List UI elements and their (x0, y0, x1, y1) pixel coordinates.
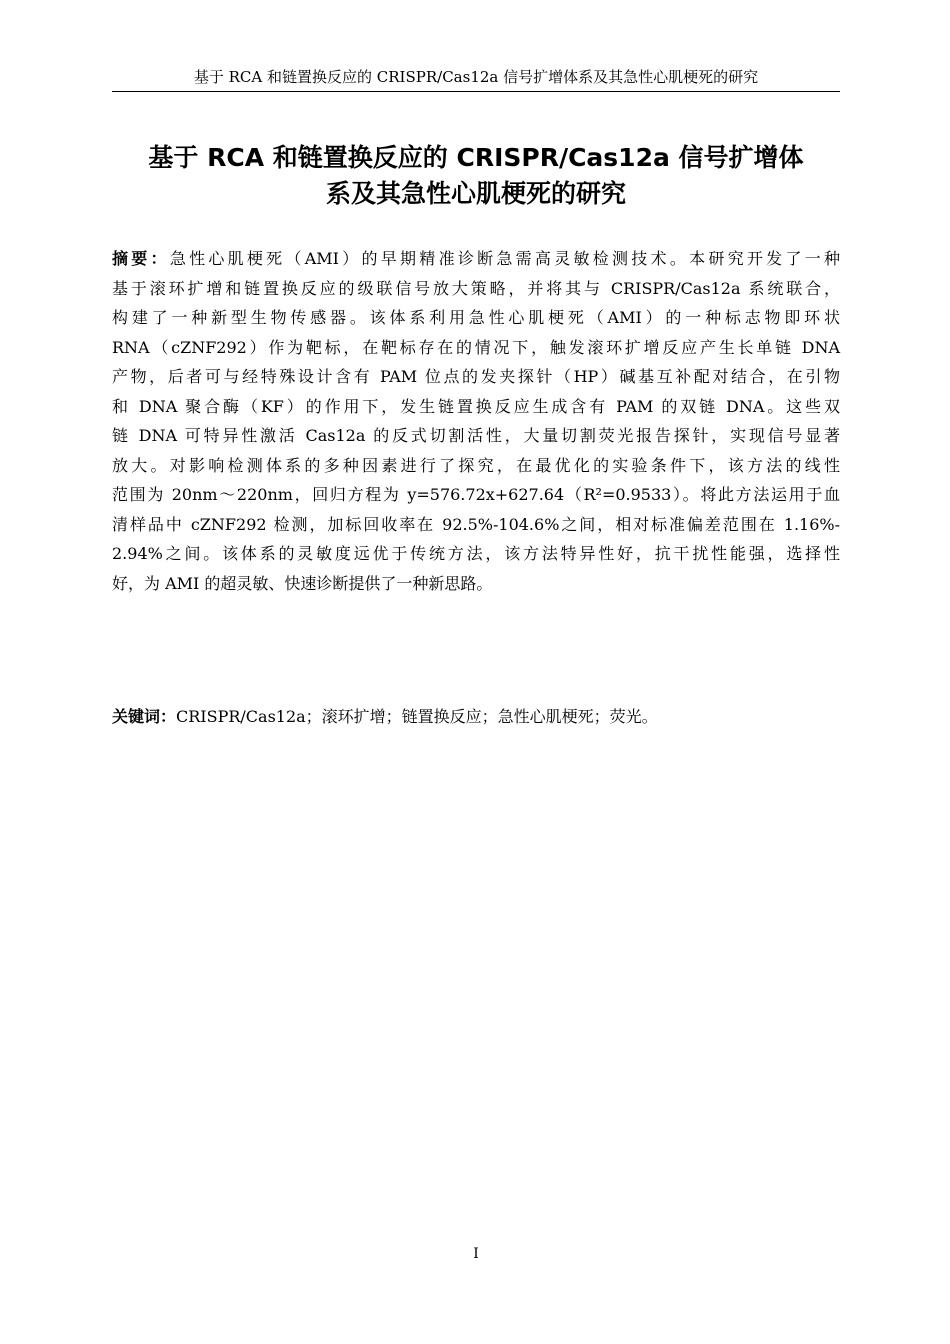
abstract-line-4: RNA（cZNF292）作为靶标，在靶标存在的情况下，触发滚环扩增反应产生长单链 DNA (112, 337, 840, 357)
abstract-line-3: 构建了一种新型生物传感器。该体系利用急性心肌梗死（AMI）的一种标志物即环状 (112, 308, 840, 327)
paper-title-line-1: 基于 RCA 和链置换反应的 CRISPR/Cas12a 信号扩增体 (148, 143, 804, 172)
paper-title (112, 140, 840, 212)
paper-title-line-2: 系及其急性心肌梗死的研究 (325, 179, 626, 208)
abstract-line-6: 和 DNA 聚合酶（KF）的作用下，发生链置换反应生成含有 PAM 的双链 DNA。这些双 (112, 396, 840, 416)
abstract-line-11: 2.94%之间。该体系的灵敏度远优于传统方法，该方法特异性好，抗干扰性能强，选择性 (112, 544, 840, 563)
keywords-label: 关键词： (112, 707, 177, 726)
keywords (112, 702, 840, 732)
running-header: 基于 RCA 和链置换反应的 CRISPR/Cas12a 信号扩增体系及其急性心肌梗死的研究 (193, 68, 759, 86)
keywords-text: CRISPR/Cas12a；滚环扩增；链置换反应；急性心肌梗死；荧光。 (176, 707, 658, 726)
abstract-line-5: 产物，后者可与经特殊设计含有 PAM 位点的发夹探针（HP）碱基互补配对结合，在引物 (112, 367, 840, 386)
header-rule (112, 91, 840, 92)
abstract-line-7: 链 DNA 可特异性激活 Cas12a 的反式切割活性，大量切割荧光报告探针，实现信号显著 (112, 426, 840, 445)
abstract-line-2: 基于滚环扩增和链置换反应的级联信号放大策略，并将其与 CRISPR/Cas12a 系统联合， (112, 278, 840, 298)
abstract-label: 摘要： (112, 249, 170, 268)
abstract-line-1 (112, 244, 840, 274)
abstract-line-12: 好，为 AMI 的超灵敏、快速诊断提供了一种新思路。 (112, 573, 493, 593)
abstract-text-line-1: 急性心肌梗死（AMI）的早期精准诊断急需高灵敏检测技术。本研究开发了一种 (169, 249, 840, 268)
abstract-line-9: 范围为 20nm～220nm，回归方程为 y=576.72x+627.64（R²=0.9533）。将此方法运用于血 (112, 485, 840, 504)
abstract-line-10: 清样品中 cZNF292 检测，加标回收率在 92.5%-104.6%之间，相对标准偏差范围在 1.16%- (112, 514, 840, 534)
abstract-line-8: 放大。对影响检测体系的多种因素进行了探究，在最优化的实验条件下，该方法的线性 (112, 455, 840, 475)
page-number: I (473, 1246, 479, 1262)
abstract (112, 244, 840, 598)
